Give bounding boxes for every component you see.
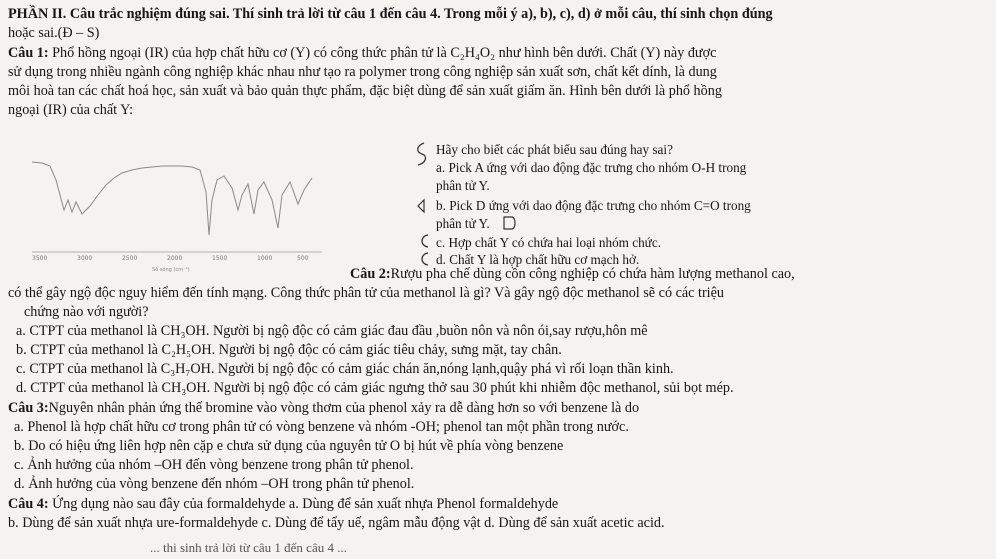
q2-option-c: c. CTPT của methanol là C₃H₇OH. Người bị ngộ độc có cảm giác chán ăn,nóng lạnh,quậy phá vì rối loạn thần kinh. [16,361,674,377]
q1-statement-c: c. Hợp chất Y có chứa hai loại nhóm chức. [436,235,661,250]
q2-text: Rượu pha chế dùng cồn công nghiệp có chứa hàm lượng methanol cao, [390,266,795,282]
q1-statement-b: b. Pick D ứng với dao động đặc trưng cho nhóm C=O trong [436,198,751,213]
q1-statement-b-cont: phân tử Y. [436,216,490,231]
ir-spectrum-figure [2,140,342,275]
tick-label: 3500 [32,255,48,262]
tick-label: 1500 [212,255,228,262]
q1-line4: ngoại (IR) của chất Y: [8,102,134,118]
axis-label: Số sóng (cm⁻¹) [152,267,190,273]
tick-label: 2500 [122,255,138,262]
q4-text: Ứng dụng nào sau đây của formaldehyde a. Dùng để sản xuất nhựa Phenol formaldehyde [52,496,559,512]
q1-prompt: Hãy cho biết các phát biểu sau đúng hay sai? [436,142,673,157]
q3-option-c: c. Ảnh hưởng của nhóm –OH đến vòng benzene trong phân tử phenol. [14,457,414,473]
handwritten-mark [416,232,434,250]
tick-label: 500 [297,255,309,262]
q4-line2: b. Dùng để sản xuất nhựa ure-formaldehyde c. Dùng để tẩy uế, ngâm mẫu động vật d. Dùng để sản xuất acetic acid. [8,515,665,531]
q2-option-b: b. CTPT của methanol là C₂H₅OH. Người bị ngộ độc có cảm giác tiêu chảy, sưng mặt, tay chân. [16,342,562,358]
q3-label: Câu 3: [8,400,49,416]
q2-line1 [350,265,795,284]
q3-option-a: a. Phenol là hợp chất hữu cơ trong phân tử có vòng benzene và nhóm -OH; phenol tan một phần trong nước. [14,419,629,435]
q2-label: Câu 2: [350,266,391,282]
tick-label: 1000 [257,255,273,262]
q3-option-d: d. Ảnh hưởng của vòng benzene đến nhóm –OH trong phân tử phenol. [14,476,415,492]
q2-option-a: a. CTPT của methanol là CH₃OH. Người bị ngộ độc có cảm giác đau đầu ,buồn nôn và nôn ói,say rượu,hôn mê [16,323,648,339]
q1-line2: sử dụng trong nhiều ngành công nghiệp khác nhau như tạo ra polymer trong công nghiệp sản xuất sơn, chất kết dính, là dung [8,64,717,80]
q4-label: Câu 4: [8,496,49,512]
section-heading-cont: hoặc sai.(Đ – S) [8,25,100,41]
q2-line2: có thể gây ngộ độc nguy hiểm đến tính mạng. Công thức phân tử của methanol là gì? Và gây ngộ độc methanol sẽ có các triệu [8,285,725,301]
handwritten-mark [500,214,518,232]
q2-line3: chứng nào với người? [24,304,149,320]
tick-label: 2000 [167,255,183,262]
q3-option-b: b. Do có hiệu ứng liên hợp nên cặp e chưa sử dụng của nguyên tử O bị hút về phía vòng benzene [14,438,564,454]
handwritten-mark [414,196,434,216]
q1-label: Câu 1: [8,45,49,61]
q3-line1 [8,399,639,418]
handwritten-mark [412,140,434,168]
q1-line3: môi hoà tan các chất hoá học, sản xuất và bảo quản thực phẩm, đặc biệt dùng để sản xuất giấm ăn. Hình bên dưới là phổ hồng [8,83,722,99]
q2-option-d: d. CTPT của methanol là CH₃OH. Người bị ngộ độc có cảm giác ngưng thở sau 30 phút khi nhiễm độc methanol, sủi bọt mép. [16,380,734,396]
q3-text: Nguyên nhân phản ứng thế bromine vào vòng thơm của phenol xảy ra dễ dàng hơn so với benzene là do [48,400,640,416]
q1-line1 [8,44,716,63]
section-heading: PHẦN II. Câu trắc nghiệm đúng sai. Thí sinh trả lời từ câu 1 đến câu 4. Trong mỗi ý a), b), c), d) ở mỗi câu, thí sinh chọn đúng [8,6,773,22]
q1-statement-d: d. Chất Y là hợp chất hữu cơ mạch hở. [436,252,640,267]
tick-label: 3000 [77,255,93,262]
q1-text: Phổ hồng ngoại (IR) của hợp chất hữu cơ (Y) có công thức phân tử là C₂H₄O₂ như hình bên dưới. Chất (Y) này được [52,45,717,61]
q1-statement-a: a. Pick A ứng với dao động đặc trưng cho nhóm O-H trong [436,160,747,175]
footer-partial-text: ... thi sinh trả lời từ câu 1 đến câu 4 ... [150,540,347,555]
q4-line1 [8,495,558,514]
q1-statement-a-cont: phân tử Y. [436,178,490,193]
